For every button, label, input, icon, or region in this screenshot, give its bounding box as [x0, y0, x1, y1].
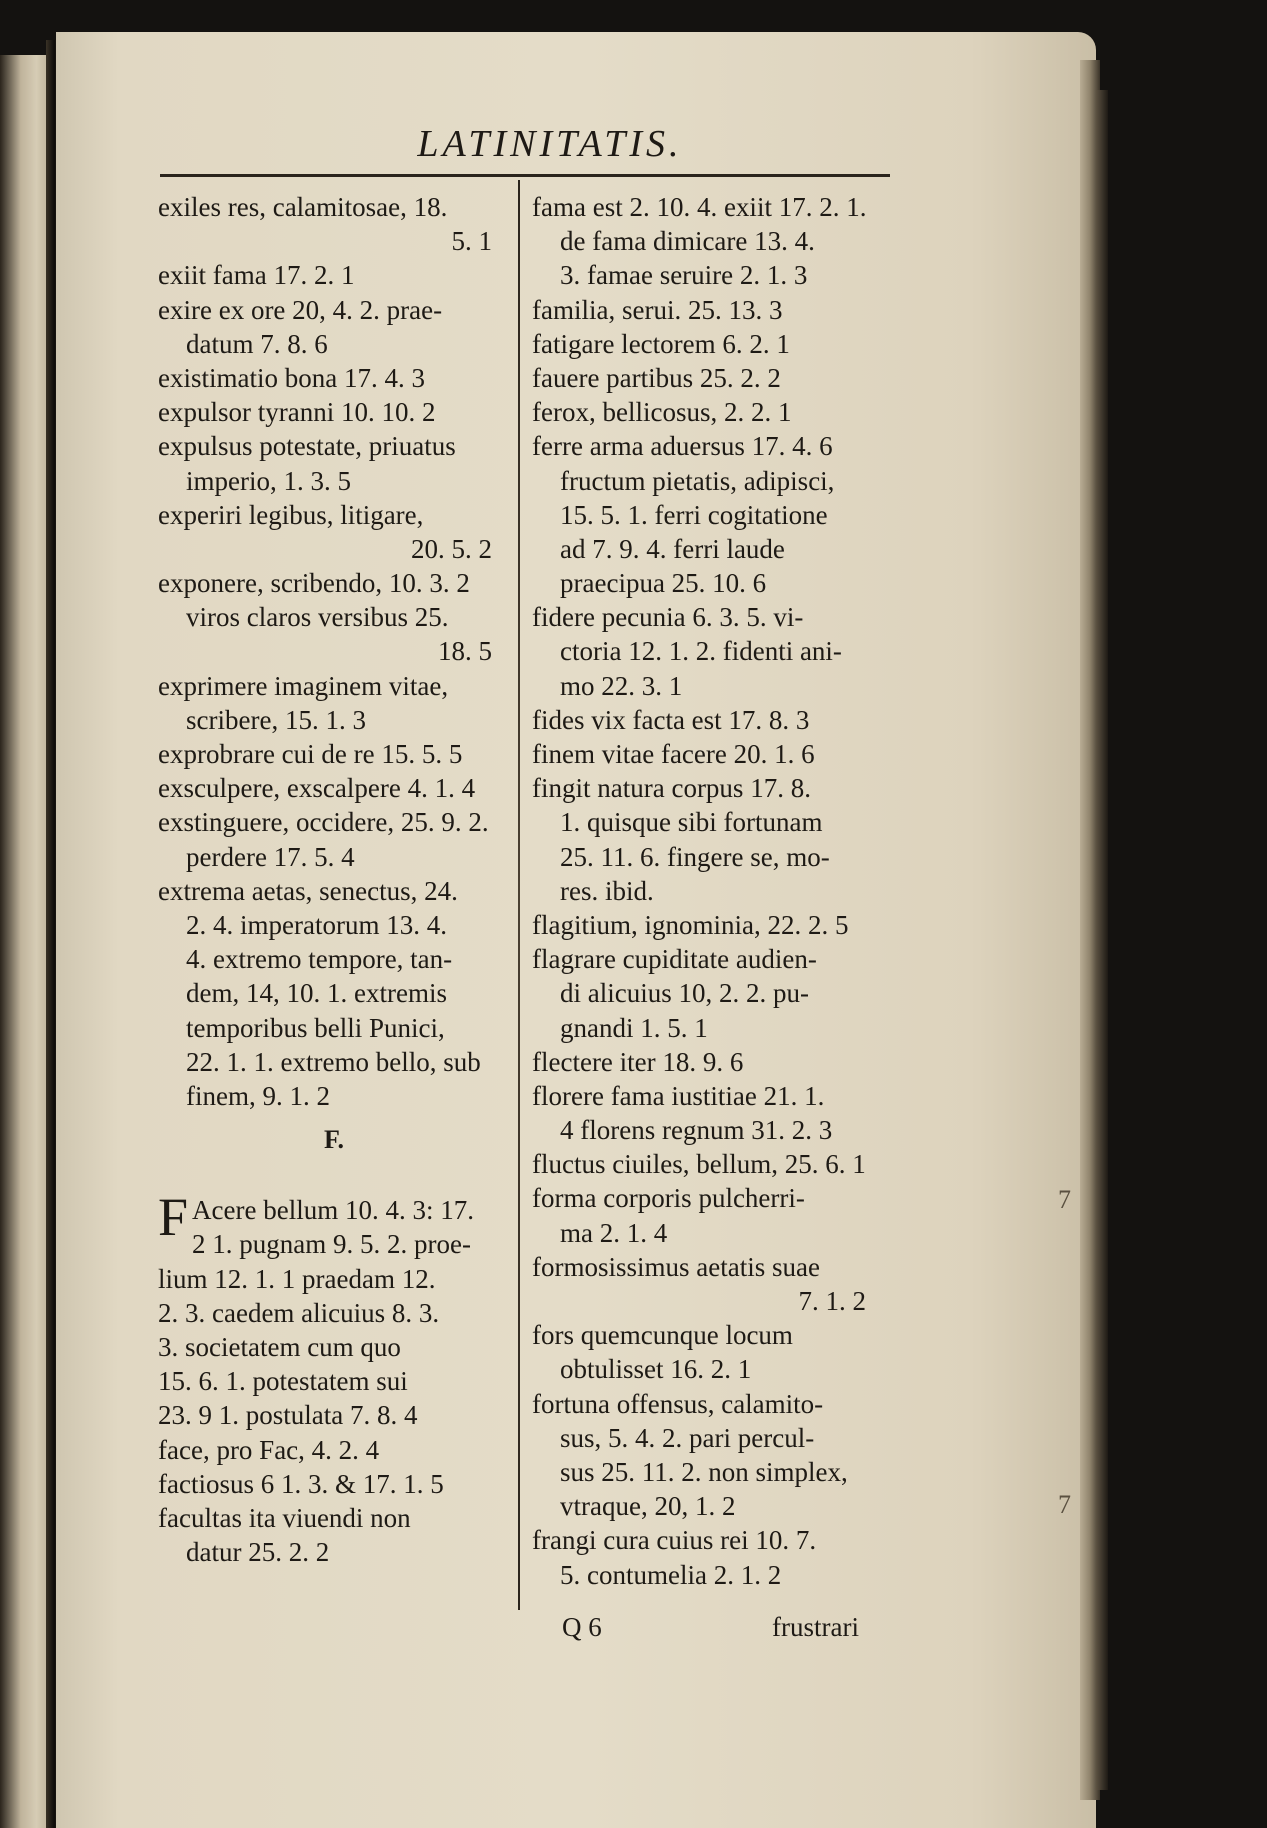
index-line: temporibus belli Punici,	[186, 1012, 445, 1043]
index-line: ad 7. 9. 4. ferri laude	[560, 533, 785, 564]
index-line: flagitium, ignominia, 22. 2. 5	[532, 909, 849, 940]
index-line: finem, 9. 1. 2	[186, 1080, 330, 1111]
index-line: viros claros versibus 25.	[186, 602, 449, 633]
index-line: di alicuius 10, 2. 2. pu-	[560, 978, 809, 1009]
index-line: imperio, 1. 3. 5	[186, 465, 351, 496]
index-line: lium 12. 1. 1 praedam 12.	[158, 1263, 436, 1294]
index-line: 2. 3. caedem alicuius 8. 3.	[158, 1297, 440, 1328]
index-line: exiles res, calamitosae, 18.	[158, 192, 448, 222]
dropcap: F	[158, 1187, 189, 1248]
index-line: ferre arma aduersus 17. 4. 6	[532, 431, 833, 462]
index-line: fructum pietatis, adipisci,	[560, 465, 835, 496]
index-line: 4 florens regnum 31. 2. 3	[560, 1115, 833, 1146]
index-line: 15. 5. 1. ferri cogitatione	[560, 499, 828, 530]
index-line: mo 22. 3. 1	[560, 670, 683, 701]
index-line: sus 25. 11. 2. non simplex,	[560, 1456, 848, 1487]
cover-edge	[1096, 90, 1108, 1790]
index-line: 1. quisque sibi fortunam	[560, 807, 823, 838]
index-line: 20. 5. 2	[411, 533, 492, 564]
index-line: 22. 1. 1. extremo bello, sub	[186, 1046, 481, 1077]
left-column	[158, 190, 510, 1569]
index-line: 3. famae seruire 2. 1. 3	[560, 260, 808, 291]
index-line: obtulisset 16. 2. 1	[560, 1354, 752, 1385]
margin-mark: 7	[1058, 1490, 1071, 1519]
index-line: 4. extremo tempore, tan-	[186, 944, 453, 975]
header-rule	[160, 174, 890, 177]
index-line: fors quemcunque locum	[532, 1320, 793, 1351]
index-line: expulsus potestate, priuatus	[158, 431, 456, 462]
index-line: datum 7. 8. 6	[186, 328, 328, 359]
index-line: gnandi 1. 5. 1	[560, 1012, 708, 1043]
index-line: de fama dimicare 13. 4.	[560, 226, 815, 257]
signature-mark: Q 6	[562, 1612, 602, 1642]
index-line: existimatio bona 17. 4. 3	[158, 362, 425, 393]
facing-page-edge	[0, 55, 52, 1828]
index-line: fortuna offensus, calamito-	[532, 1388, 824, 1419]
index-line: exponere, scribendo, 10. 3. 2	[158, 568, 470, 599]
index-line: facultas ita viuendi non	[158, 1502, 411, 1533]
index-line: florere fama iustitiae 21. 1.	[532, 1080, 825, 1111]
index-line: ma 2. 1. 4	[560, 1217, 668, 1248]
right-column	[532, 190, 884, 1592]
index-line: exsculpere, exscalpere 4. 1. 4	[158, 773, 476, 804]
index-line: fauere partibus 25. 2. 2	[532, 362, 781, 393]
index-line: 15. 6. 1. potestatem sui	[158, 1366, 408, 1397]
index-line: factiosus 6 1. 3. & 17. 1. 5	[158, 1468, 444, 1499]
index-line: ferox, bellicosus, 2. 2. 1	[532, 397, 792, 428]
index-line: 5. contumelia 2. 1. 2	[560, 1559, 782, 1590]
index-line: fatigare lectorem 6. 2. 1	[532, 328, 790, 359]
index-line: fama est 2. 10. 4. exiit 17. 2. 1.	[532, 192, 867, 222]
index-line: 2 1. pugnam 9. 5. 2. proe-	[192, 1229, 471, 1260]
index-line: fluctus ciuiles, bellum, 25. 6. 1	[532, 1149, 866, 1180]
index-line: exprobrare cui de re 15. 5. 5	[158, 739, 463, 769]
index-line: exire ex ore 20, 4. 2. prae-	[158, 294, 443, 325]
index-line: 7. 1. 2	[798, 1286, 866, 1316]
index-line: 5. 1	[451, 226, 492, 257]
index-line: exiit fama 17. 2. 1	[158, 260, 355, 291]
index-line: fidere pecunia 6. 3. 5. vi-	[532, 602, 804, 633]
index-line: extrema aetas, senectus, 24.	[158, 875, 458, 906]
index-line: face, pro Fac, 4. 2. 4	[158, 1434, 380, 1465]
index-line: forma corporis pulcherri-	[532, 1183, 805, 1214]
index-line: datur 25. 2. 2	[186, 1537, 330, 1568]
index-line: 25. 11. 6. fingere se, mo-	[560, 841, 830, 872]
index-line: vtraque, 20, 1. 2	[560, 1491, 736, 1522]
index-line: dem, 14, 10. 1. extremis	[186, 978, 447, 1009]
index-text: Acere bellum 10. 4. 3: 17.	[192, 1195, 474, 1226]
column-divider	[518, 180, 520, 1610]
index-line: familia, serui. 25. 13. 3	[532, 294, 783, 325]
index-line: 18. 5	[438, 636, 492, 667]
index-line: expulsor tyranni 10. 10. 2	[158, 397, 436, 428]
index-line: flagrare cupiditate audien-	[532, 944, 817, 975]
index-line: sus, 5. 4. 2. pari percul-	[560, 1422, 815, 1453]
index-line: finem vitae facere 20. 1. 6	[532, 739, 815, 769]
index-line: fingit natura corpus 17. 8.	[532, 773, 811, 804]
section-spacer	[158, 1157, 510, 1193]
index-line: experiri legibus, litigare,	[158, 499, 424, 530]
index-line: fides vix facta est 17. 8. 3	[532, 704, 810, 735]
index-line: formosissimus aetatis suae	[532, 1251, 820, 1282]
index-line: exstinguere, occidere, 25. 9. 2.	[158, 807, 489, 838]
section-letter: F.	[324, 1125, 344, 1155]
index-line: perdere 17. 5. 4	[186, 841, 355, 872]
margin-mark: 7	[1058, 1185, 1071, 1214]
index-line: praecipua 25. 10. 6	[560, 568, 767, 599]
index-line: 23. 9 1. postulata 7. 8. 4	[158, 1400, 418, 1431]
index-line: flectere iter 18. 9. 6	[532, 1046, 744, 1077]
index-line: 2. 4. imperatorum 13. 4.	[186, 909, 447, 940]
index-line: res. ibid.	[560, 875, 654, 906]
index-line: ctoria 12. 1. 2. fidenti ani-	[560, 636, 842, 667]
index-line: exprimere imaginem vitae,	[158, 670, 449, 701]
catchword: frustrari	[772, 1612, 859, 1642]
index-line: scribere, 15. 1. 3	[186, 704, 366, 735]
index-line: 3. societatem cum quo	[158, 1332, 401, 1362]
running-title: LATINITATIS.	[417, 123, 683, 165]
index-line: frangi cura cuius rei 10. 7.	[532, 1525, 817, 1556]
